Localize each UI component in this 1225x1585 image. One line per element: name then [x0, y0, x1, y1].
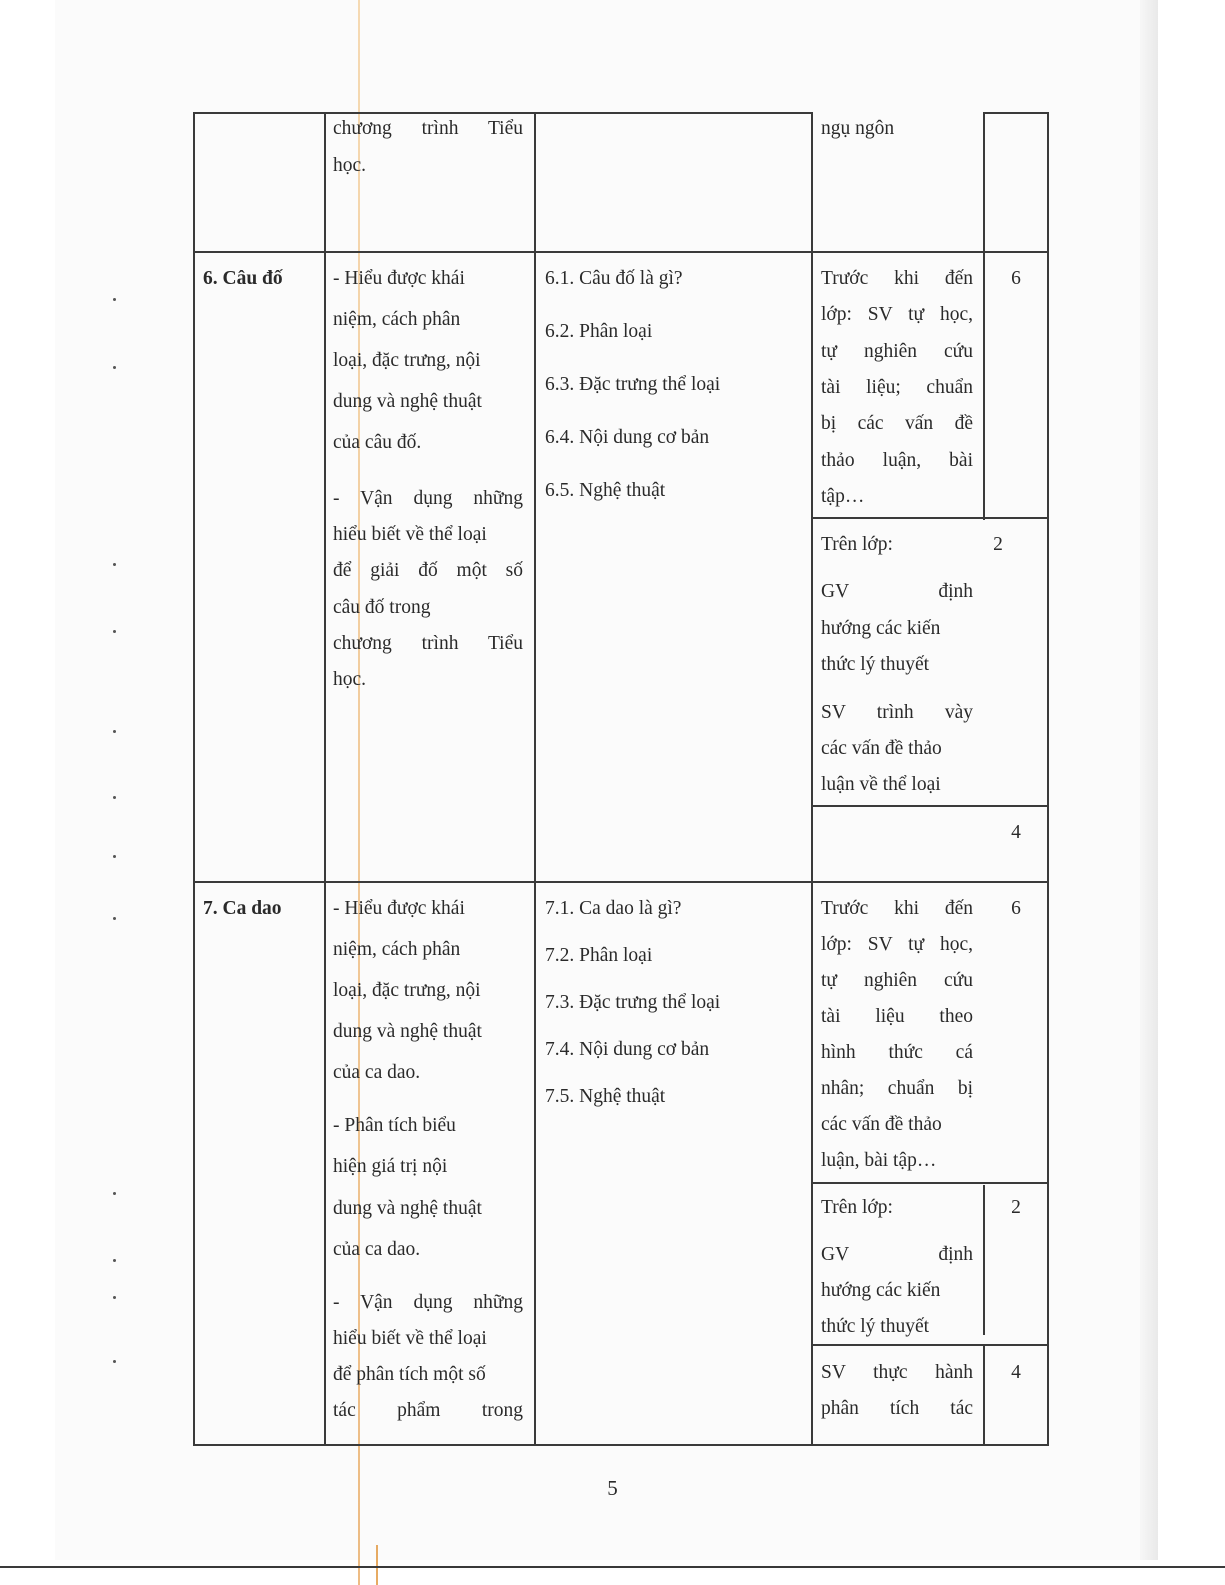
objective-line: - Hiểu được khái [333, 268, 465, 289]
scan-bottom-edge [0, 1566, 1225, 1568]
scanned-page [55, 0, 1158, 1560]
table-border [811, 112, 813, 1446]
activity-line: Trước khi đến [821, 268, 973, 289]
activity-line: luận, bài tập… [821, 1150, 937, 1171]
activity-line: SV trình vày [821, 702, 973, 723]
table-border [983, 112, 1048, 114]
objective-line: chương trình Tiểu [333, 118, 523, 139]
activity-line: thảo luận, bài [821, 450, 973, 471]
hours-value: 4 [1011, 1362, 1021, 1383]
activity-line: các vấn đề thảo [821, 738, 942, 759]
page-number: 5 [607, 1476, 618, 1500]
objective-line: loại, đặc trưng, nội [333, 350, 481, 371]
row-separator [193, 881, 1048, 883]
objective-line: chương trình Tiểu [333, 633, 523, 654]
activity-line: hình thức cá [821, 1042, 973, 1063]
activity-line: phân tích tác [821, 1398, 973, 1419]
table-border [1047, 112, 1049, 1446]
activity-line: thức lý thuyết [821, 654, 930, 675]
content-item: 6.1. Câu đố là gì? [545, 268, 683, 289]
content-item: 7.2. Phân loại [545, 945, 653, 966]
activity-line: luận về thể loại [821, 774, 941, 795]
table-border [983, 1185, 985, 1335]
scan-speck [113, 298, 116, 301]
objective-line: niệm, cách phân [333, 939, 461, 960]
activity-line: SV thực hành [821, 1362, 973, 1383]
scan-speck [113, 366, 116, 369]
content-item: 6.5. Nghệ thuật [545, 480, 666, 501]
table-border [324, 112, 326, 1446]
objective-line: - Phân tích biểu [333, 1115, 456, 1136]
objective-line: của câu đố. [333, 432, 422, 453]
topic-title: 6. Câu đố [203, 268, 283, 289]
activity-line: Trên lớp: [821, 534, 893, 555]
objective-line: niệm, cách phân [333, 309, 461, 330]
objective-line: hiểu biết về thể loại [333, 524, 487, 545]
activity-line: các vấn đề thảo [821, 1114, 942, 1135]
activity-line: tự nghiên cứu [821, 970, 973, 991]
activity-line: hướng các kiến [821, 618, 941, 639]
objective-line: - Hiểu được khái [333, 898, 465, 919]
cell-separator [811, 517, 1048, 519]
content-item: 7.1. Ca dao là gì? [545, 898, 682, 919]
objective-line: - Vận dụng những [333, 1292, 523, 1313]
content-item: 6.2. Phân loại [545, 321, 653, 342]
activity-line: GV định [821, 581, 973, 602]
content-item: 7.4. Nội dung cơ bản [545, 1039, 710, 1060]
objective-line: tác phẩm trong [333, 1400, 523, 1421]
activity-line: tự nghiên cứu [821, 341, 973, 362]
table-border [983, 1345, 985, 1445]
cell-separator [811, 805, 1048, 807]
hours-value: 4 [1011, 822, 1021, 843]
scan-speck [113, 796, 116, 799]
content-item: 7.3. Đặc trưng thể loại [545, 992, 721, 1013]
content-item: 6.4. Nội dung cơ bản [545, 427, 710, 448]
objective-line: loại, đặc trưng, nội [333, 980, 481, 1001]
row-separator [193, 251, 1048, 253]
scan-speck [113, 1259, 116, 1262]
objective-line: dung và nghệ thuật [333, 391, 482, 412]
objective-line: dung và nghệ thuật [333, 1198, 482, 1219]
scan-speck [113, 855, 116, 858]
activity-line: hướng các kiến [821, 1280, 941, 1301]
scan-speck [113, 1192, 116, 1195]
activity-line: GV định [821, 1244, 973, 1265]
activity-line: lớp: SV tự học, [821, 304, 973, 325]
activity-line: ngụ ngôn [821, 118, 895, 139]
scan-speck [113, 563, 116, 566]
scan-speck [113, 1296, 116, 1299]
activity-line: lớp: SV tự học, [821, 934, 973, 955]
hours-value: 6 [1011, 268, 1021, 289]
activity-line: Trước khi đến [821, 898, 973, 919]
content-item: 7.5. Nghệ thuật [545, 1086, 666, 1107]
objective-line: học. [333, 155, 367, 176]
page-edge-shadow [1140, 0, 1158, 1560]
activity-line: Trên lớp: [821, 1197, 893, 1218]
scan-speck [113, 1360, 116, 1363]
scan-speck [113, 630, 116, 633]
activity-line: nhân; chuẩn bị [821, 1078, 973, 1099]
activity-line: tài liệu; chuẩn [821, 377, 973, 398]
objective-line [333, 589, 523, 626]
activity-line: tài liệu theo [821, 1006, 973, 1027]
objective-line: của ca dao. [333, 1239, 421, 1260]
scan-speck [113, 730, 116, 733]
objective-line: học. [333, 669, 367, 690]
topic-title: 7. Ca dao [203, 898, 282, 919]
activity-line: bị các vấn đề [821, 413, 973, 434]
objective-line: hiện giá trị nội [333, 1156, 448, 1177]
hours-value: 6 [1011, 898, 1021, 919]
table-border [193, 1444, 1048, 1446]
hours-value: 2 [1011, 1197, 1021, 1218]
scan-artifact-line [376, 1545, 378, 1585]
activity-line: thức lý thuyết [821, 1316, 930, 1337]
objective-line: để phân tích một số [333, 1364, 486, 1385]
activity-line: tập… [821, 486, 865, 507]
content-item: 6.3. Đặc trưng thể loại [545, 374, 721, 395]
hours-value: 2 [993, 534, 1003, 555]
cell-separator [811, 1182, 1048, 1184]
table-border [193, 112, 195, 1446]
objective-line: hiểu biết về thể loại [333, 1328, 487, 1349]
objective-line: của ca dao. [333, 1062, 421, 1083]
objective-line: để giải đố một số [333, 560, 523, 581]
objective-line: - Vận dụng những [333, 488, 523, 509]
scan-speck [113, 917, 116, 920]
table-border [534, 112, 536, 1446]
table-border [983, 252, 985, 520]
table-border [983, 112, 985, 252]
objective-line-text: câu đố trong [333, 597, 431, 618]
objective-line: dung và nghệ thuật [333, 1021, 482, 1042]
